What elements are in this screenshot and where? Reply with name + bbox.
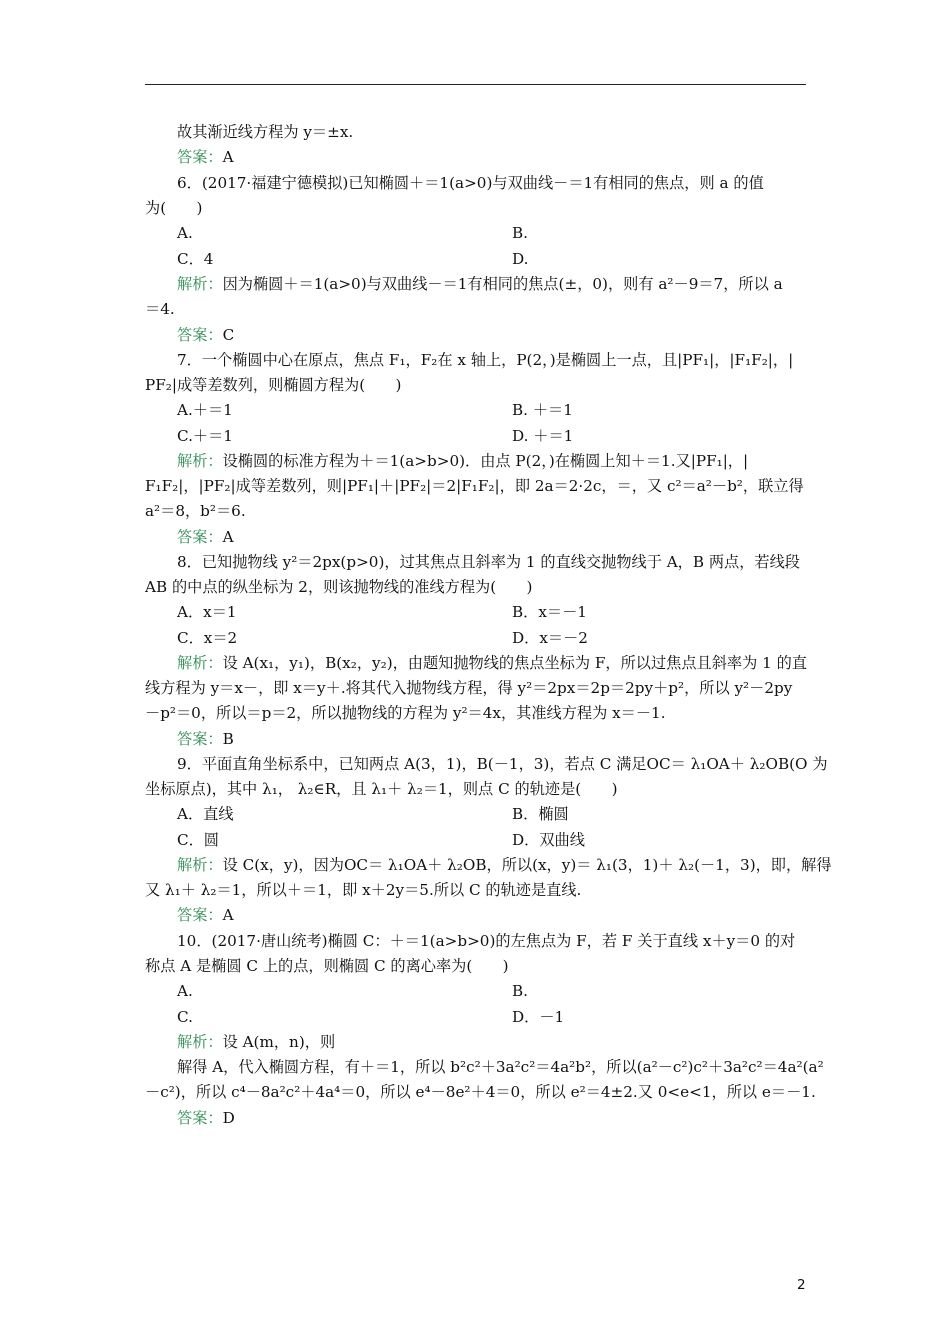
line-text: D．－1	[512, 1008, 565, 1026]
line-text: C．4	[177, 250, 214, 268]
text-line	[145, 703, 666, 723]
answer-label: 答案：	[177, 1109, 223, 1127]
line-text: 解得 A，代入椭圆方程，有＋＝1，所以 b²c²＋3a²c²＝4a²b²，所以(a²－c²)c²＋3a²c²＝4a²(a²	[177, 1058, 824, 1076]
text-line	[177, 754, 828, 774]
analysis-label: 解析：	[177, 452, 223, 470]
text-line	[177, 1057, 824, 1077]
text-line	[512, 249, 528, 269]
text-line	[145, 956, 509, 976]
line-text: A．x＝1	[177, 603, 237, 621]
text-line	[512, 628, 588, 648]
line-text: D.	[512, 250, 529, 268]
line-text: 坐标原点)，其中 λ₁， λ₂∈R，且 λ₁＋ λ₂＝1，则点 C 的轨迹是( )	[145, 780, 618, 798]
line-text: D．x＝－2	[512, 629, 588, 647]
text-line	[177, 602, 237, 622]
page-number: 2	[797, 1277, 806, 1293]
text-line	[177, 1032, 335, 1052]
text-line	[177, 981, 193, 1001]
analysis-label: 解析：	[177, 856, 223, 874]
line-text: AB 的中点的纵坐标为 2，则该抛物线的准线方程为( )	[145, 578, 533, 596]
line-text: 8．已知抛物线 y²＝2px(p>0)，过其焦点且斜率为 1 的直线交抛物线于 A，B 两点，若线段	[177, 553, 800, 571]
analysis-label: 解析：	[177, 654, 223, 672]
line-text: A.	[177, 982, 193, 1000]
line-text: C.＋＝1	[177, 427, 233, 445]
text-line	[145, 198, 202, 218]
text-line	[512, 830, 585, 850]
line-text: 设 A(m，n)，则	[222, 1033, 336, 1051]
text-line	[177, 830, 219, 850]
answer-label: 答案：	[177, 528, 223, 546]
text-line	[177, 122, 353, 142]
text-line	[177, 905, 234, 925]
line-text: A	[222, 148, 234, 166]
text-line	[177, 350, 793, 370]
text-line	[177, 628, 237, 648]
text-line	[177, 931, 795, 951]
line-text: D．双曲线	[512, 831, 585, 849]
text-line	[145, 577, 532, 597]
line-text: A.	[177, 224, 193, 242]
line-text: 10．(2017·唐山统考)椭圆 C：＋＝1(a>b>0)的左焦点为 F，若 F 关于直线 x＋y＝0 的对	[177, 932, 796, 950]
text-line	[512, 804, 569, 824]
text-line	[177, 552, 800, 572]
line-text: C．x＝2	[177, 629, 238, 647]
text-line	[145, 880, 581, 900]
line-text: 为( )	[145, 199, 203, 217]
line-text: －c²)，所以 c⁴－8a²c²＋4a⁴＝0，所以 e⁴－8e²＋4＝0，所以 e²＝4±2.又 0<e<1，所以 e＝－1.	[145, 1083, 816, 1101]
text-line	[177, 325, 234, 345]
text-line	[512, 602, 587, 622]
text-line	[177, 173, 764, 193]
line-text: 9．平面直角坐标系中，已知两点 A(3，1)，B(－1，3)，若点 C 满足OC＝ λ₁OA＋ λ₂OB(O 为	[177, 755, 828, 773]
text-line	[177, 147, 234, 167]
text-line	[145, 375, 401, 395]
text-line	[177, 1108, 235, 1128]
line-text: C	[222, 326, 235, 344]
header-rule	[145, 84, 806, 85]
line-text: －p²＝0，所以＝p＝2，所以抛物线的方程为 y²＝4x，其准线方程为 x＝－1.	[145, 704, 666, 722]
line-text: 设 A(x₁，y₁)，B(x₂，y₂)，由题知抛物线的焦点坐标为 F，所以过焦点且斜率为 1 的直	[222, 654, 807, 672]
line-text: 线方程为 y＝x－，即 x＝y＋.将其代入抛物线方程，得 y²＝2px＝2p＝2py＋p²，所以 y²－2py	[145, 679, 793, 697]
answer-label: 答案：	[177, 326, 223, 344]
text-line	[177, 274, 783, 294]
line-text: PF₂|成等差数列，则椭圆方程为( )	[145, 376, 402, 394]
text-line	[145, 501, 246, 521]
line-text: 故其渐近线方程为 y＝±x.	[177, 123, 354, 141]
text-line	[512, 981, 528, 1001]
line-text: 称点 A 是椭圆 C 上的点，则椭圆 C 的离心率为( )	[145, 957, 509, 975]
line-text: A	[222, 528, 234, 546]
answer-label: 答案：	[177, 148, 223, 166]
line-text: 7．一个椭圆中心在原点，焦点 F₁，F₂在 x 轴上，P(2，)是椭圆上一点，且|PF₁|，|F₁F₂|，|	[177, 351, 794, 369]
text-line	[145, 476, 804, 496]
line-text: 6．(2017·福建宁德模拟)已知椭圆＋＝1(a>0)与双曲线－＝1有相同的焦点，则 a 的值	[177, 174, 764, 192]
text-line	[177, 426, 233, 446]
line-text: 因为椭圆＋＝1(a>0)与双曲线－＝1有相同的焦点(±，0)，则有 a²－9＝7，所以 a	[222, 275, 783, 293]
text-line	[512, 426, 573, 446]
answer-label: 答案：	[177, 906, 223, 924]
text-line	[177, 1007, 193, 1027]
line-text: C．圆	[177, 831, 219, 849]
line-text: B．x＝－1	[512, 603, 587, 621]
text-line	[512, 1007, 564, 1027]
text-line	[177, 249, 213, 269]
line-text: B.	[512, 982, 528, 1000]
text-line	[145, 299, 175, 319]
line-text: 设椭圆的标准方程为＋＝1(a>b>0)．由点 P(2，)在椭圆上知＋＝1.又|PF₁|，|	[222, 452, 749, 470]
line-text: ＝4.	[145, 300, 175, 318]
text-line	[177, 729, 234, 749]
text-line	[177, 223, 193, 243]
line-text: 又 λ₁＋ λ₂＝1，所以＋＝1，即 x＋2y＝5.所以 C 的轨迹是直线.	[145, 881, 582, 899]
text-line	[177, 855, 832, 875]
line-text: A.＋＝1	[177, 401, 233, 419]
text-line	[177, 527, 234, 547]
line-text: D	[222, 1109, 235, 1127]
text-line	[145, 678, 792, 698]
line-text: F₁F₂|，|PF₂|成等差数列，则|PF₁|＋|PF₂|＝2|F₁F₂|，即 2a＝2·2c，＝，又 c²＝a²－b²，联立得	[145, 477, 804, 495]
text-line	[177, 804, 234, 824]
text-line	[177, 451, 748, 471]
line-text: B．椭圆	[512, 805, 569, 823]
text-line	[512, 400, 573, 420]
answer-label: 答案：	[177, 730, 223, 748]
line-text: B. ＋＝1	[512, 401, 573, 419]
text-line	[512, 223, 528, 243]
text-line	[177, 400, 233, 420]
line-text: a²＝8，b²＝6.	[145, 502, 246, 520]
text-line	[177, 653, 807, 673]
line-text: D. ＋＝1	[512, 427, 574, 445]
text-line	[145, 779, 618, 799]
line-text: C.	[177, 1008, 193, 1026]
line-text: 设 C(x，y)，因为OC＝ λ₁OA＋ λ₂OB，所以(x，y)＝ λ₁(3，1)＋ λ₂(－1，3)，即，解得	[222, 856, 832, 874]
line-text: B.	[512, 224, 528, 242]
line-text: A	[222, 906, 234, 924]
analysis-label: 解析：	[177, 1033, 223, 1051]
analysis-label: 解析：	[177, 275, 223, 293]
text-line	[145, 1082, 816, 1102]
line-text: A．直线	[177, 805, 234, 823]
line-text: B	[222, 730, 234, 748]
